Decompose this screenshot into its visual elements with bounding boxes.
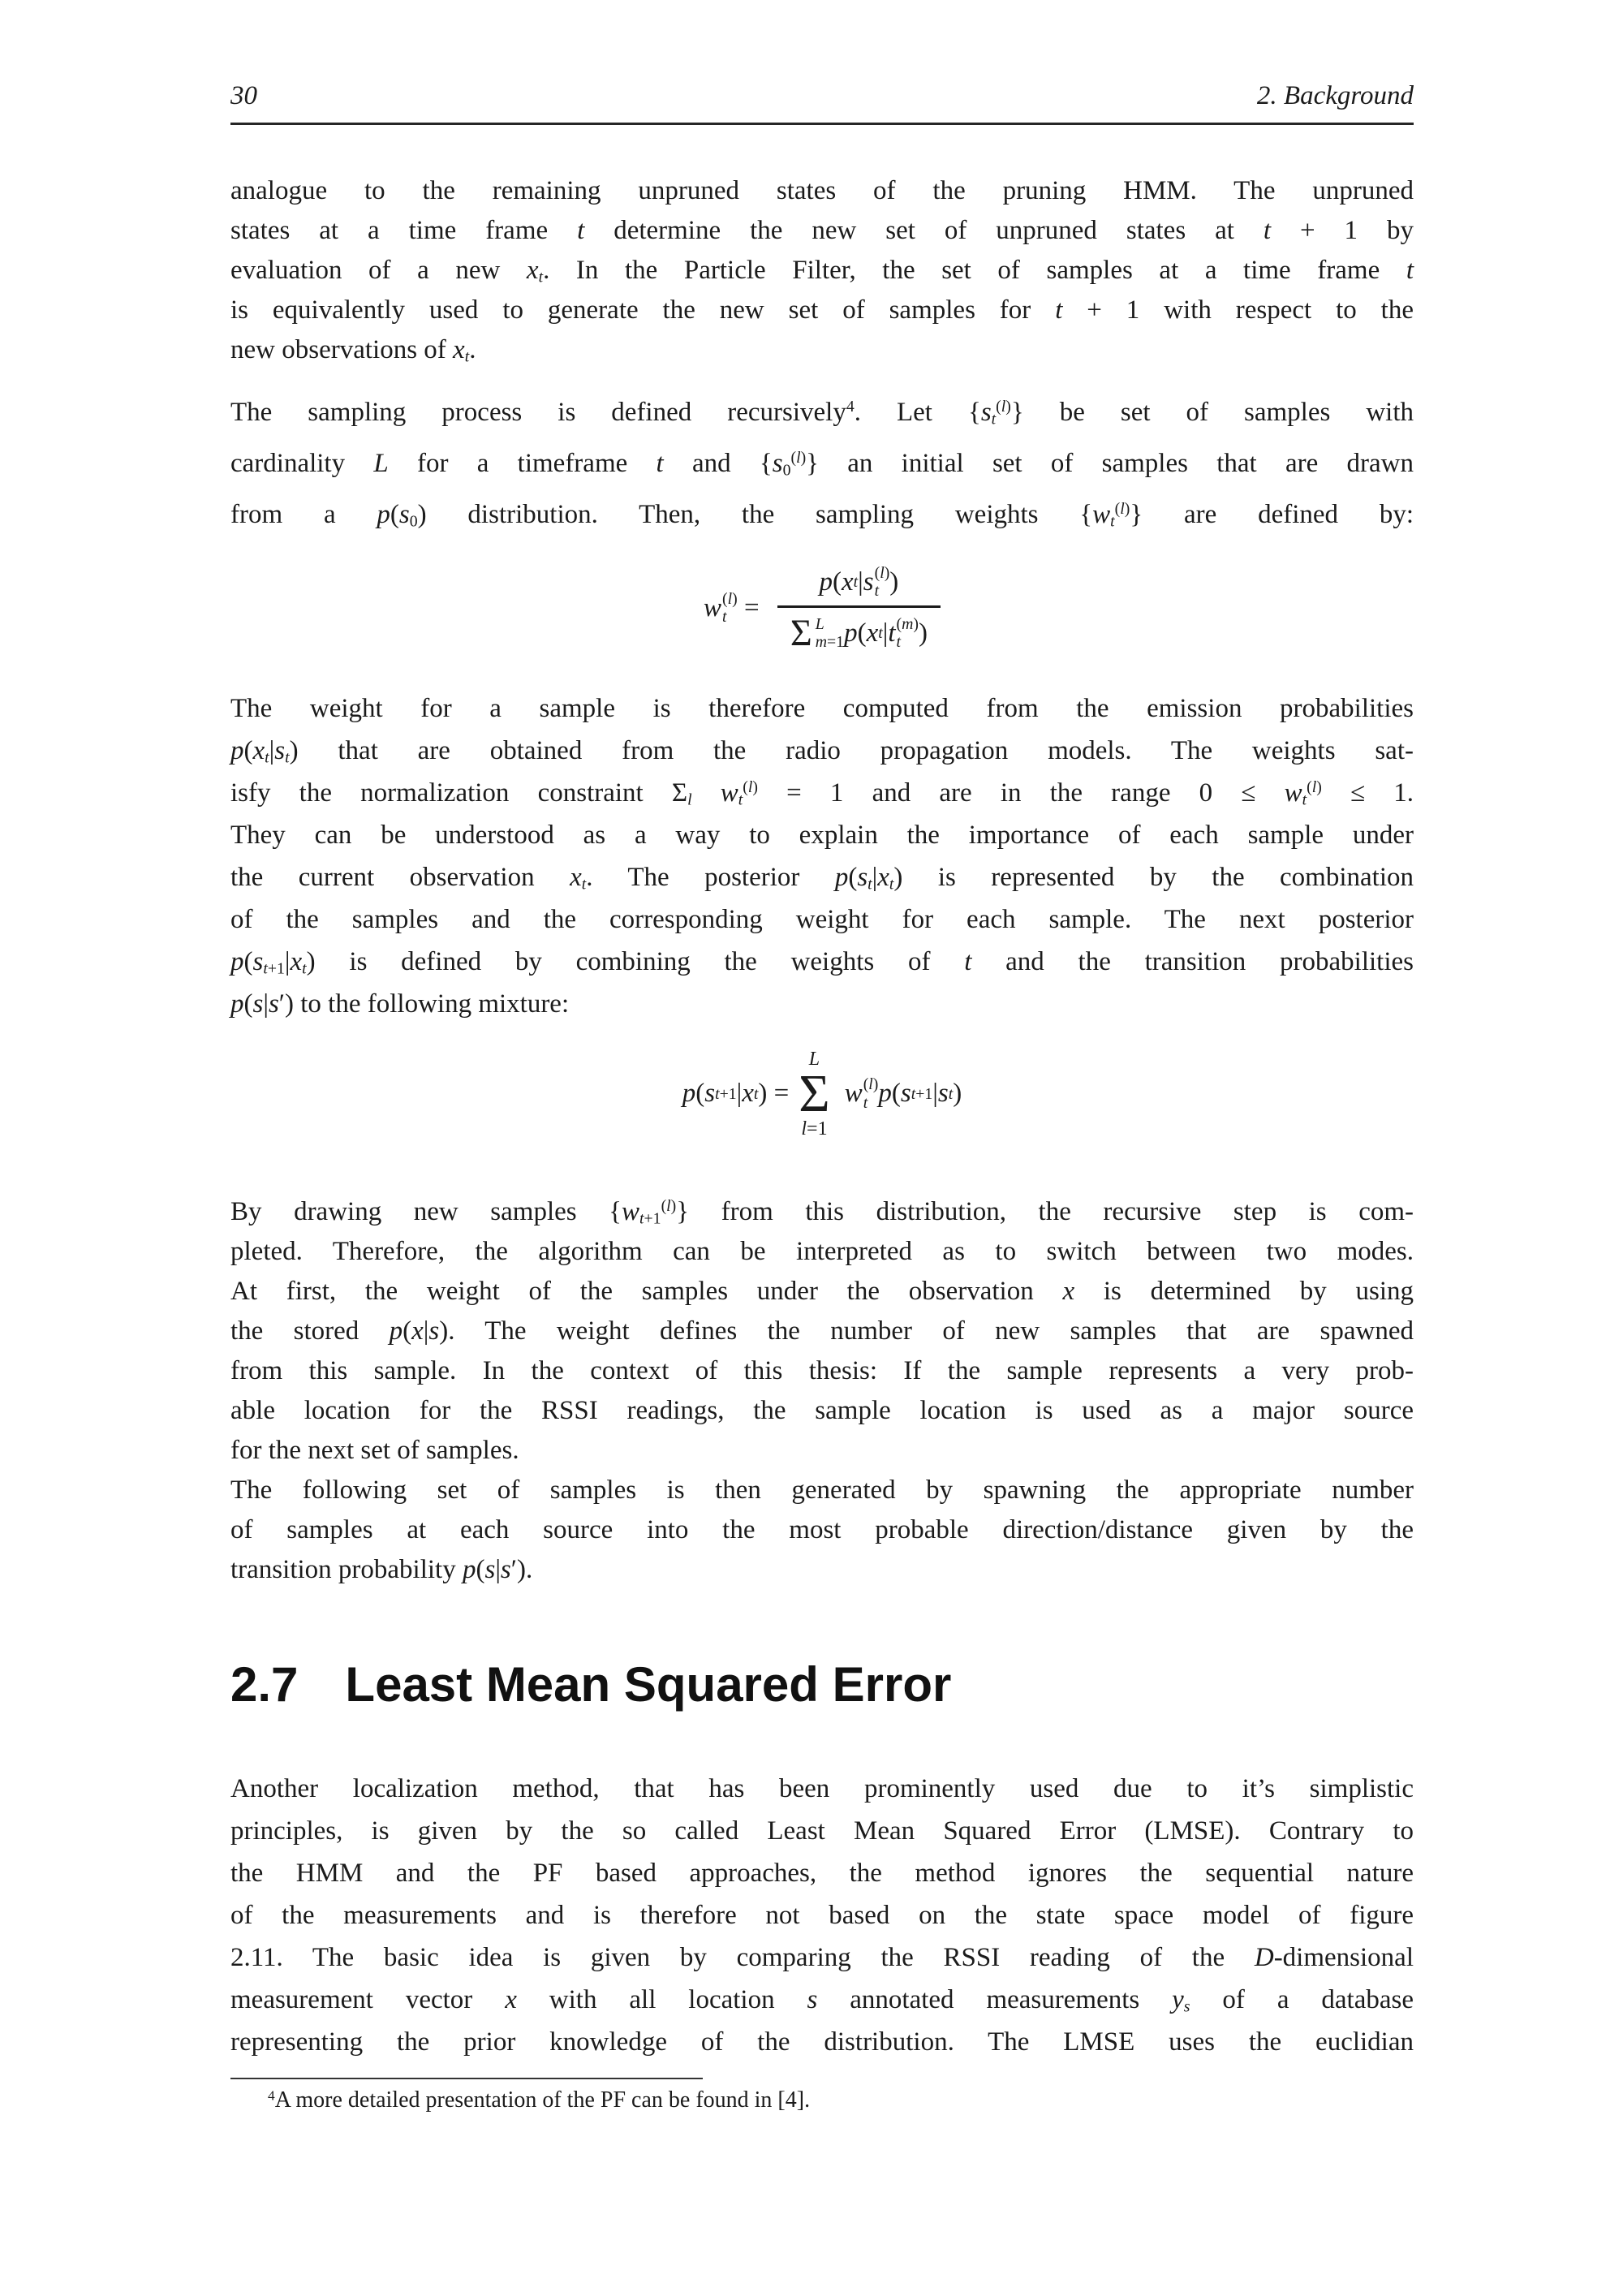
text-line: measurement vector x with all location s annotated measurements $y_s$ of a database — [230, 1984, 1414, 2015]
text-line: from this sample. In the context of this thesis: If the sample represents a very prob- — [230, 1355, 1414, 1385]
page-content — [230, 0, 1414, 2115]
text-line: They can be understood as a way to explain the importance of each sample under — [230, 820, 1414, 850]
paragraph-analogue — [230, 171, 1414, 370]
sigma-operator: Σ — [790, 612, 812, 654]
equation-lhs: w (l) t = — [704, 590, 766, 627]
text-line: the current observation $x_t$. The posterior $p(s_t|x_t)$ is represented by the combination — [230, 862, 1414, 893]
fraction-numerator: p ( x t | s (l) t ) — [819, 564, 899, 601]
paragraph-drawing-samples — [230, 1192, 1414, 1471]
footnote-rule — [230, 2078, 703, 2079]
section-title: Least Mean Squared Error — [345, 1656, 952, 1712]
text-line: Another localization method, that has been prominently used due to it’s simplistic — [230, 1773, 1414, 1803]
fraction — [777, 564, 941, 653]
paragraph-lmse-intro — [230, 1768, 1414, 2063]
text-line: of the measurements and is therefore not based on the state space model of figure — [230, 1900, 1414, 1930]
footnote-text: A more detailed presentation of the PF can be found in [4]. — [274, 2087, 811, 2113]
text-line: is equivalently used to generate the new set of samples for t + 1 with respect to the — [230, 295, 1414, 325]
paragraph-sampling-process — [230, 387, 1414, 541]
text-line: At first, the weight of the samples under the observation x is determined by using — [230, 1276, 1414, 1306]
text-line: evaluation of a new $x_t$. In the Particle Filter, the set of samples at a time frame t — [230, 256, 1414, 286]
sigma-symbol: Σ — [799, 1063, 830, 1123]
sum-upper-limit: L — [808, 1048, 820, 1070]
text-line: isfy the normalization constraint $\Sigma_l$ $w_t^{(l)} = 1$ and are in the range $0 \le w_t^{(l)} \le 1$. — [230, 778, 1414, 808]
text-line: states at a time frame t determine the new set of unpruned states at t + 1 by — [230, 216, 1414, 245]
paragraph-following-set — [230, 1471, 1414, 1590]
footnote-marker: 4 — [268, 2087, 275, 2103]
equation-sampling-weights — [230, 564, 1414, 653]
paragraph-weight-explanation — [230, 687, 1414, 1025]
text-line: transition probability p(s|s′). — [230, 1554, 533, 1584]
text-line: new observations of $x_t$. — [230, 335, 476, 366]
page-header — [230, 80, 1414, 112]
text-line: from a $p(s_0)$ distribution. Then, the sampling weights $\{w_t^{(l)}\}$ are defined by: — [230, 500, 1414, 531]
footnote — [230, 2086, 1414, 2115]
stacked-scripts: (l) t — [874, 564, 890, 601]
stacked-scripts: L m=1 — [815, 615, 845, 652]
text-line: $p(x_t|s_t)$ that are obtained from the radio propagation models. The weights sat- — [230, 735, 1414, 766]
text-line: analogue to the remaining unpruned states of the pruning HMM. The unpruned — [230, 176, 1414, 205]
equation-posterior-mixture — [230, 1049, 1414, 1139]
chapter-running-title: 2. Background — [1256, 81, 1414, 110]
text-line: the stored p(x|s). The weight defines the number of new samples that are spawned — [230, 1316, 1414, 1346]
text-line: p(s|s′) to the following mixture: — [230, 989, 570, 1019]
equation-rhs: w (l) t p ( s t+1 | s t ) — [844, 1075, 962, 1112]
text-line: for the next set of samples. — [230, 1435, 519, 1465]
text-line: 2.11. The basic idea is given by comparing the RSSI reading of the D-dimensional — [230, 1942, 1414, 1972]
text-line: principles, is given by the so called Least Mean Squared Error (LMSE). Contrary to — [230, 1816, 1414, 1846]
text-line: The weight for a sample is therefore computed from the emission probabilities — [230, 693, 1414, 723]
header-rule — [230, 123, 1414, 125]
text-line: the HMM and the PF based approaches, the method ignores the sequential nature — [230, 1858, 1414, 1888]
text-line: $p(s_{t+1}|x_t)$ is defined by combining the weights of t and the transition probabilities — [230, 946, 1414, 977]
section-heading — [230, 1656, 1414, 1713]
sum-lower-limit: l=1 — [801, 1118, 828, 1139]
page-number: 30 — [230, 81, 257, 110]
text-line: of samples at each source into the most probable direction/distance given by the — [230, 1514, 1414, 1544]
text-line: By drawing new samples $\{w_{t+1}^{(l)}\}$ from this distribution, the recursive step is com- — [230, 1196, 1414, 1227]
fraction-denominator: Σ L m=1 p ( x t | t (m) t ) — [777, 605, 941, 652]
stacked-scripts: (l) t — [863, 1075, 879, 1112]
summation-operator — [799, 1049, 829, 1139]
text-line: of the samples and the corresponding weight for each sample. The next posterior — [230, 904, 1414, 934]
text-line: representing the prior knowledge of the distribution. The LMSE uses the euclidian — [230, 2027, 1414, 2057]
text-line: able location for the RSSI readings, the sample location is used as a major source — [230, 1395, 1414, 1425]
text-line: cardinality L for a timeframe t and $\{s_0^{(l)}\}$ an initial set of samples that are drawn — [230, 449, 1414, 480]
text-line: The following set of samples is then generated by spawning the appropriate number — [230, 1475, 1414, 1505]
equation-lhs: p ( s t+1 | x t ) = — [682, 1079, 790, 1109]
text-line: The sampling process is defined recursively$^4$. Let $\{s_t^{(l)}\}$ be set of samples with — [230, 398, 1414, 429]
section-number: 2.7 — [230, 1656, 299, 1712]
text-line: pleted. Therefore, the algorithm can be interpreted as to switch between two modes. — [230, 1236, 1414, 1266]
stacked-scripts: (m) t — [896, 615, 919, 652]
stacked-scripts: (l) t — [722, 590, 738, 627]
